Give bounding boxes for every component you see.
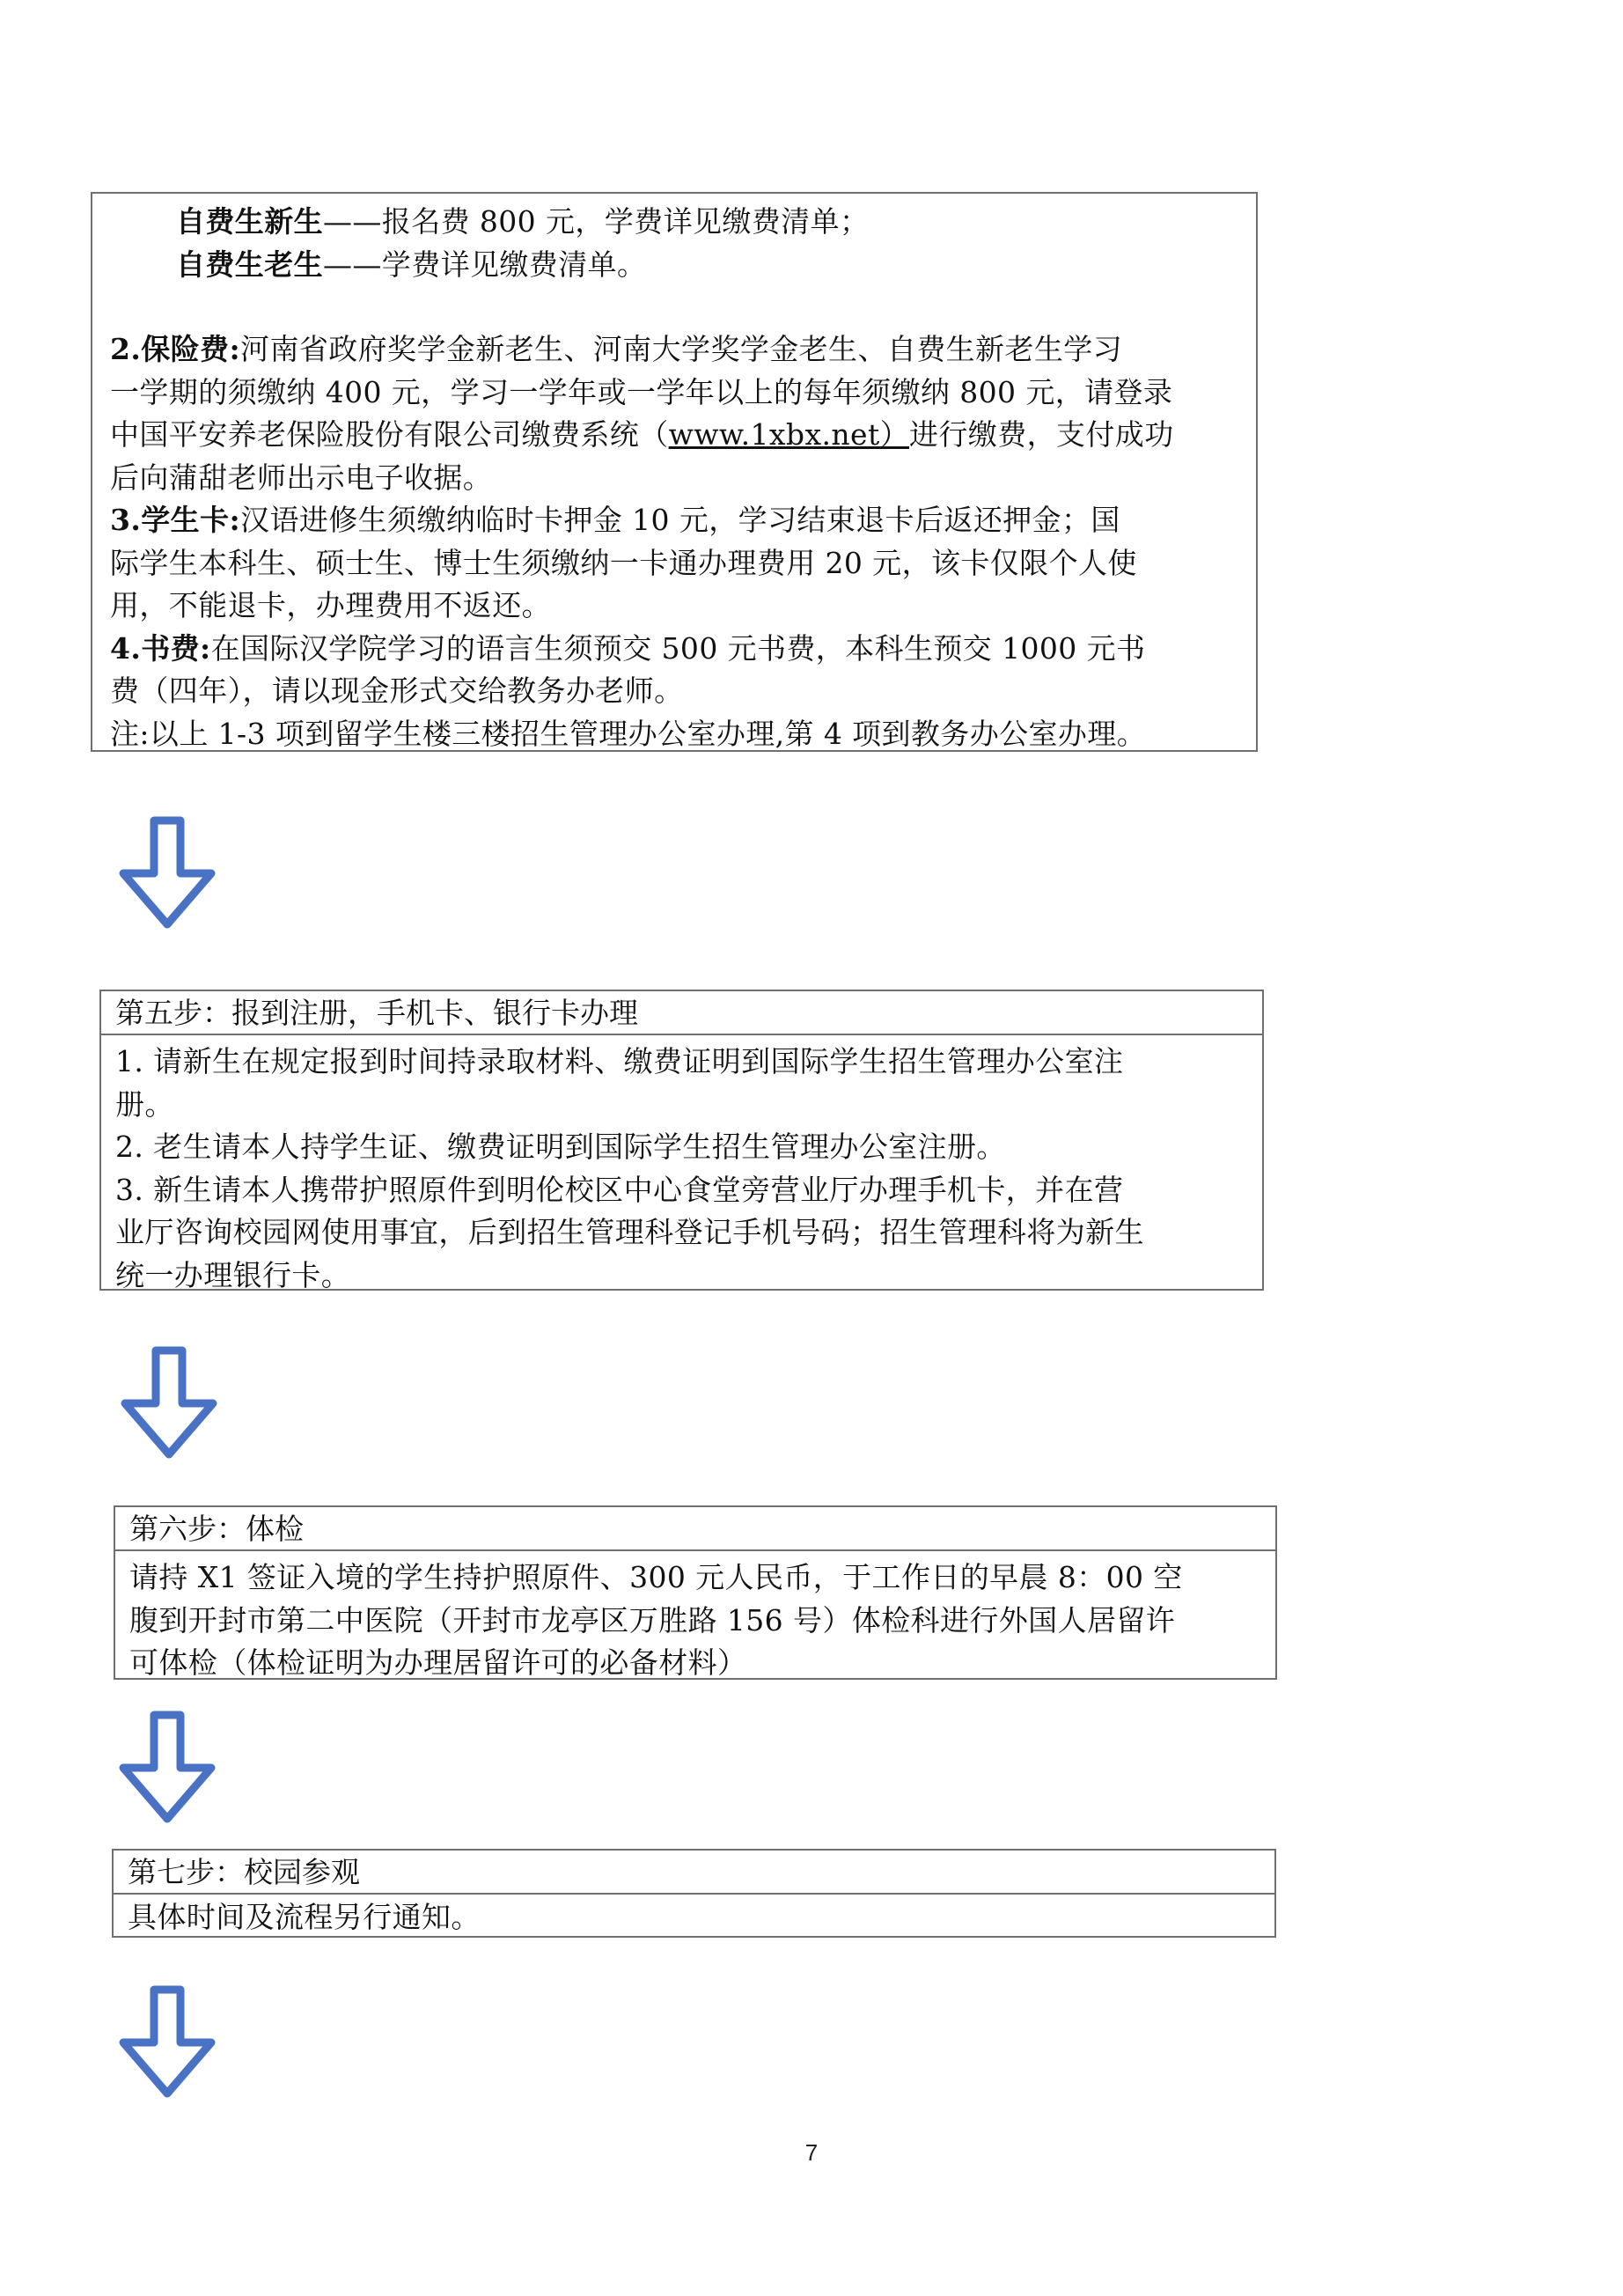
step7-title: 第七步：校园参观 (114, 1851, 1274, 1895)
books-line-1: 4.书费:在国际汉学院学习的语言生须预交 500 元书费，本科生预交 1000 元书 (110, 630, 1146, 666)
self-funded-new-line (110, 201, 1242, 244)
self-funded-new-label: 自费生新生 (176, 204, 323, 239)
self-funded-old-label: 自费生老生 (176, 247, 323, 282)
step5-box (99, 990, 1264, 1291)
insurance-line-2: 一学期的须缴纳 400 元，学习一学年或一学年以上的每年须缴纳 800 元，请登录 (110, 374, 1173, 409)
insurance-label: 2.保险费: (110, 332, 241, 366)
step7-content: 具体时间及流程另行通知。 (128, 1900, 481, 1934)
step6-title: 第六步：体检 (115, 1507, 1275, 1551)
step6-content: 请持 X1 签证入境的学生持护照原件、300 元人民币，于工作日的早晨 8：00 空 腹到开封市第二中医院（开封市龙亭区万胜路 156 号）体检科进行外国人居留许 可体检（体检证明为办理居留许可的必备材料） (129, 1560, 1183, 1680)
step6-box (114, 1505, 1277, 1680)
self-funded-old-text: ——学费详见缴费清单。 (323, 247, 647, 282)
down-arrow-icon (106, 1706, 229, 1829)
payment-system-link[interactable]: www.1xbx.net） (668, 417, 909, 452)
student-card-line-1: 3.学生卡:汉语进修生须缴纳临时卡押金 10 元，学习结束退卡后返还押金；国 (110, 503, 1120, 537)
student-card-label: 3.学生卡: (110, 503, 241, 537)
fees-note: 注:以上 1-3 项到留学生楼三楼招生管理办公室办理,第 4 项到教务办公室办理。 (110, 716, 1147, 751)
self-funded-new-text: ——报名费 800 元，学费详见缴费清单； (323, 204, 870, 239)
page-number: 7 (804, 2139, 819, 2166)
books-label: 4.书费: (110, 630, 211, 666)
insurance-line-4: 后向蒲甜老师出示电子收据。 (110, 460, 493, 495)
step5-content: 1. 请新生在规定报到时间持录取材料、缴费证明到国际学生招生管理办公室注 册。 2. 老生请本人持学生证、缴费证明到国际学生招生管理办公室注册。 3. 新生请本人携带护照原件到明伦校区中心食堂旁营业厅办理手机卡，并在营 业厅咨询校园网使用事宜，后到招生管理科登记手机号码；招生管理科将为新生 统一办理银行卡。 (115, 1044, 1144, 1292)
down-arrow-icon (106, 1981, 229, 2104)
books-line-2: 费（四年），请以现金形式交给教务办老师。 (110, 673, 684, 708)
fees-box (91, 192, 1258, 752)
down-arrow-icon (107, 1342, 231, 1465)
insurance-line-3: 中国平安养老保险股份有限公司缴费系统（www.1xbx.net）进行缴费，支付成功 (110, 417, 1174, 452)
self-funded-old-line (110, 244, 1242, 287)
step5-title: 第五步：报到注册，手机卡、银行卡办理 (101, 991, 1262, 1035)
down-arrow-icon (106, 812, 229, 935)
insurance-line-1: 2.保险费:河南省政府奖学金新老生、河南大学奖学金老生、自费生新老生学习 (110, 332, 1123, 366)
student-card-line-3: 用，不能退卡，办理费用不返还。 (110, 588, 551, 622)
student-card-line-2: 际学生本科生、硕士生、博士生须缴纳一卡通办理费用 20 元，该卡仅限个人使 (110, 545, 1137, 580)
step7-box (112, 1849, 1276, 1938)
